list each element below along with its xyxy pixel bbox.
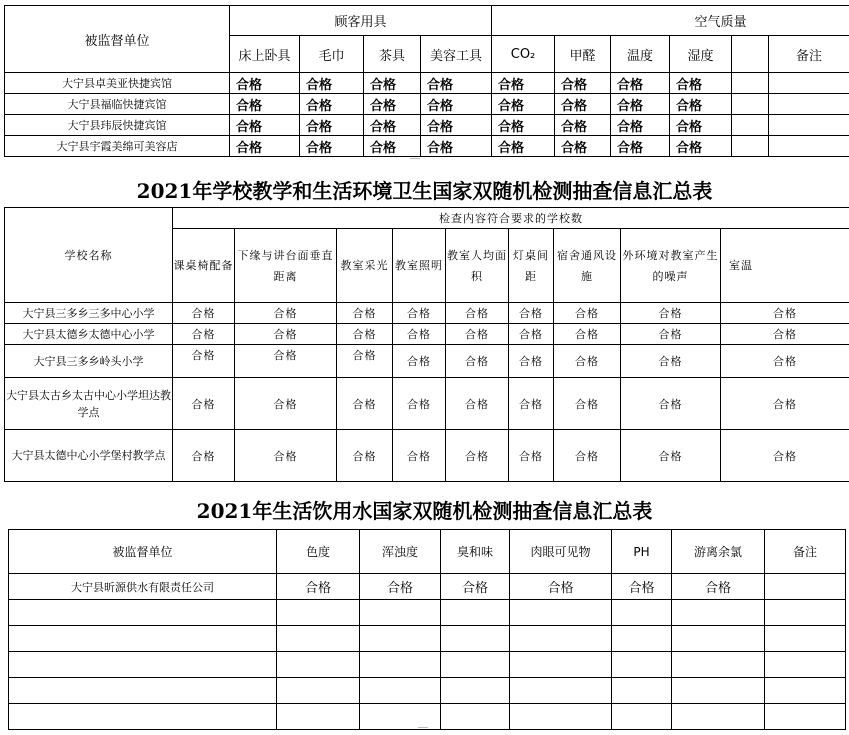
result-cell: 合格 — [235, 303, 337, 324]
empty-row — [9, 704, 846, 730]
group-customer-items: 顾客用具 — [230, 6, 492, 36]
result-cell: 合格 — [173, 378, 235, 430]
table-row — [5, 73, 849, 94]
col-towel: 毛巾 — [300, 36, 364, 73]
result-cell: 合格 — [173, 303, 235, 324]
result-cell: 合格 — [670, 94, 732, 115]
result-cell: 合格 — [337, 345, 393, 378]
group-air-quality: 空气质量 — [492, 6, 849, 36]
result-cell: 合格 — [446, 430, 509, 482]
header-unit: 被监督单位 — [5, 6, 230, 73]
header-school-name: 学校名称 — [5, 208, 173, 303]
result-cell: 合格 — [393, 303, 446, 324]
col-desk-chair: 课桌椅配备 — [173, 229, 235, 303]
table-row — [5, 136, 849, 157]
unit-name: 大宁县玮辰快捷宾馆 — [5, 115, 230, 136]
col-classroom-lighting: 教室照明 — [393, 229, 446, 303]
table-row — [5, 345, 849, 378]
empty-row — [9, 652, 846, 678]
table-row — [9, 574, 846, 600]
result-cell: 合格 — [509, 345, 554, 378]
result-cell: 合格 — [721, 345, 849, 378]
result-cell: 合格 — [364, 94, 421, 115]
table-row — [5, 324, 849, 345]
cosmetic-hotel-inspection-table — [4, 5, 849, 157]
table-row — [5, 303, 849, 324]
result-cell: 合格 — [393, 324, 446, 345]
result-cell: 合格 — [509, 324, 554, 345]
result-cell: 合格 — [300, 136, 364, 157]
result-cell: 合格 — [670, 115, 732, 136]
result-cell: 合格 — [555, 136, 611, 157]
header-unit: 被监督单位 — [9, 530, 277, 574]
unit-name: 大宁县昕源供水有限责任公司 — [9, 574, 277, 600]
result-cell: 合格 — [554, 345, 621, 378]
result-cell: 合格 — [621, 303, 721, 324]
school-name: 大宁县太德乡太德中心小学 — [5, 324, 173, 345]
result-cell: 合格 — [670, 73, 732, 94]
school-table-title: 2021年学校教学和生活环境卫生国家双随机检测抽查信息汇总表 — [136, 179, 713, 203]
unit-name: 大宁县卓美亚快捷宾馆 — [5, 73, 230, 94]
table-row — [5, 378, 849, 430]
result-cell: 合格 — [235, 324, 337, 345]
unit-name: 大宁县宇霞美绵可美容店 — [5, 136, 230, 157]
empty-row — [9, 626, 846, 652]
result-cell: 合格 — [721, 378, 849, 430]
result-cell: 合格 — [337, 303, 393, 324]
result-cell: 合格 — [555, 115, 611, 136]
col-lower-edge-distance: 下缘与讲台面垂直距离 — [235, 229, 337, 303]
result-cell: 合格 — [300, 115, 364, 136]
result-cell: 合格 — [509, 303, 554, 324]
result-cell: 合格 — [721, 324, 849, 345]
col-co2: CO₂ — [492, 36, 555, 73]
group-compliance-header: 检查内容符合要求的学校数 — [173, 208, 849, 229]
col-bedding: 床上卧具 — [230, 36, 300, 73]
result-cell: 合格 — [337, 324, 393, 345]
result-cell: 合格 — [492, 73, 555, 94]
result-cell: 合格 — [621, 430, 721, 482]
result-cell: 合格 — [421, 136, 492, 157]
result-cell: 合格 — [611, 136, 670, 157]
result-cell: 合格 — [554, 430, 621, 482]
col-empty — [732, 36, 769, 73]
result-cell: 合格 — [509, 430, 554, 482]
col-note: 备注 — [765, 530, 846, 574]
result-cell: 合格 — [555, 73, 611, 94]
col-note: 备注 — [769, 36, 849, 73]
col-free-chlorine: 游离余氯 — [672, 530, 765, 574]
result-cell: 合格 — [173, 324, 235, 345]
result-cell: 合格 — [277, 574, 360, 600]
col-formaldehyde: 甲醛 — [555, 36, 611, 73]
col-humidity: 湿度 — [670, 36, 732, 73]
result-cell: 合格 — [235, 345, 337, 378]
result-cell: 合格 — [364, 73, 421, 94]
result-cell: 合格 — [230, 94, 300, 115]
result-cell: 合格 — [621, 345, 721, 378]
drinking-water-table — [8, 529, 846, 730]
result-cell: 合格 — [235, 430, 337, 482]
result-cell: 合格 — [721, 303, 849, 324]
result-cell: 合格 — [510, 574, 612, 600]
result-cell: 合格 — [555, 94, 611, 115]
col-classroom-daylight: 教室采光 — [337, 229, 393, 303]
result-cell: 合格 — [337, 378, 393, 430]
result-cell: 合格 — [300, 73, 364, 94]
school-name: 大宁县太古乡太古中心小学坦达教学点 — [5, 378, 173, 430]
result-cell: 合格 — [173, 345, 235, 378]
col-beauty-tools: 美容工具 — [421, 36, 492, 73]
result-cell: 合格 — [621, 378, 721, 430]
result-cell: 合格 — [670, 136, 732, 157]
result-cell: 合格 — [364, 136, 421, 157]
school-name: 大宁县太德中心小学堡村教学点 — [5, 430, 173, 482]
result-cell: 合格 — [721, 430, 849, 482]
page-break-mark — [418, 727, 428, 734]
col-ph: PH — [612, 530, 672, 574]
result-cell: 合格 — [554, 303, 621, 324]
col-external-noise: 外环境对教室产生的噪声 — [621, 229, 721, 303]
school-name: 大宁县三多乡三多中心小学 — [5, 303, 173, 324]
col-tea-set: 茶具 — [364, 36, 421, 73]
result-cell: 合格 — [230, 73, 300, 94]
col-visible-matter: 肉眼可见物 — [510, 530, 612, 574]
school-environment-table — [4, 207, 849, 482]
col-chroma: 色度 — [277, 530, 360, 574]
result-cell: 合格 — [300, 94, 364, 115]
col-area-per-student: 教室人均面积 — [446, 229, 509, 303]
result-cell: 合格 — [672, 574, 765, 600]
result-cell: 合格 — [446, 345, 509, 378]
result-cell: 合格 — [360, 574, 441, 600]
table-row — [5, 94, 849, 115]
result-cell: 合格 — [393, 430, 446, 482]
unit-name: 大宁县福临快捷宾馆 — [5, 94, 230, 115]
result-cell: 合格 — [509, 378, 554, 430]
table-row — [5, 115, 849, 136]
result-cell: 合格 — [421, 94, 492, 115]
result-cell: 合格 — [235, 378, 337, 430]
result-cell: 合格 — [393, 345, 446, 378]
water-table-title: 2021年生活饮用水国家双随机检测抽查信息汇总表 — [196, 499, 653, 523]
result-cell: 合格 — [612, 574, 672, 600]
result-cell: 合格 — [554, 324, 621, 345]
note-cell — [765, 574, 846, 600]
result-cell: 合格 — [611, 73, 670, 94]
col-lamp-desk-distance: 灯桌间距 — [509, 229, 554, 303]
result-cell: 合格 — [421, 73, 492, 94]
empty-row — [9, 600, 846, 626]
col-odor-taste: 臭和味 — [441, 530, 510, 574]
result-cell: 合格 — [393, 378, 446, 430]
result-cell: 合格 — [492, 115, 555, 136]
result-cell: 合格 — [173, 430, 235, 482]
result-cell: 合格 — [446, 303, 509, 324]
empty-row — [9, 678, 846, 704]
school-name: 大宁县三多乡岭头小学 — [5, 345, 173, 378]
col-dorm-ventilation: 宿舍通风设施 — [554, 229, 621, 303]
result-cell: 合格 — [621, 324, 721, 345]
result-cell: 合格 — [446, 324, 509, 345]
result-cell: 合格 — [421, 115, 492, 136]
result-cell: 合格 — [492, 136, 555, 157]
result-cell: 合格 — [337, 430, 393, 482]
result-cell: 合格 — [441, 574, 510, 600]
col-room-temperature: 室温 — [721, 229, 849, 303]
result-cell: 合格 — [492, 94, 555, 115]
result-cell: 合格 — [230, 136, 300, 157]
table-row — [5, 430, 849, 482]
result-cell: 合格 — [611, 94, 670, 115]
col-turbidity: 浑浊度 — [360, 530, 441, 574]
col-temperature: 温度 — [611, 36, 670, 73]
result-cell: 合格 — [611, 115, 670, 136]
result-cell: 合格 — [446, 378, 509, 430]
page-break-mark — [410, 158, 420, 165]
result-cell: 合格 — [364, 115, 421, 136]
result-cell: 合格 — [230, 115, 300, 136]
result-cell: 合格 — [554, 378, 621, 430]
